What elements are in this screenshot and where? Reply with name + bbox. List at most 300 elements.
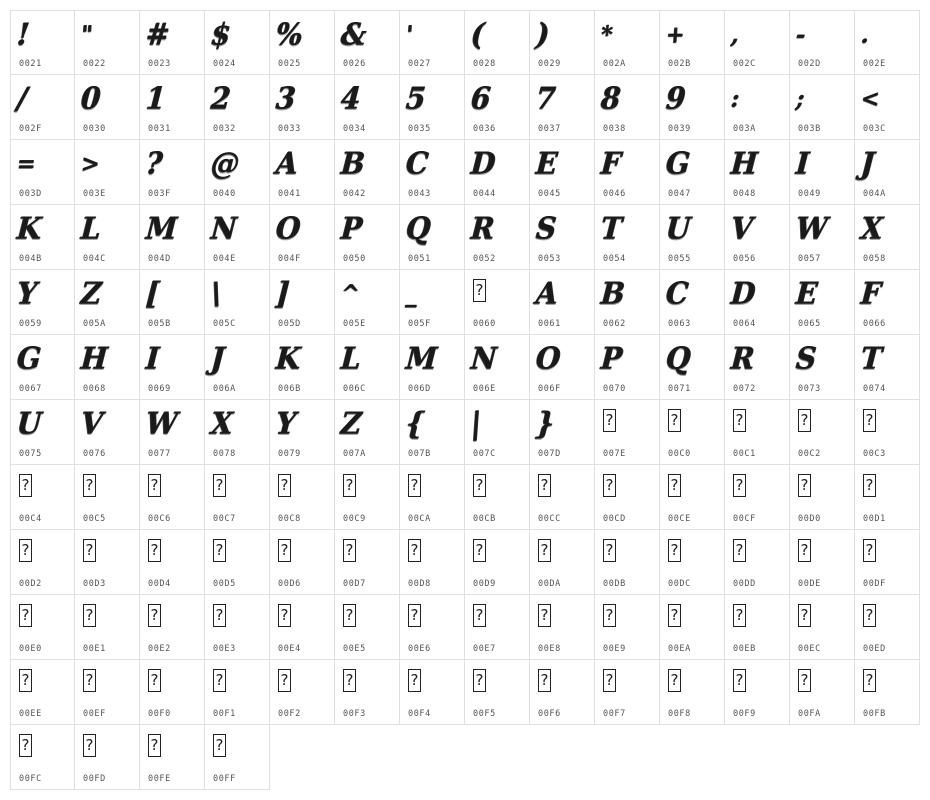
missing-glyph-icon [148,539,161,562]
glyph-cell[interactable] [400,400,465,465]
glyph-cell[interactable] [10,335,75,400]
glyph-cell[interactable] [270,400,335,465]
glyph-codepoint-label: 00F2 [278,709,301,719]
glyph-cell[interactable] [10,10,75,75]
glyph-cell[interactable] [465,595,530,660]
glyph-cell[interactable] [595,595,660,660]
glyph-codepoint-label: 00F6 [538,709,561,719]
missing-glyph-icon [213,539,226,562]
glyph-cell[interactable] [725,205,790,270]
glyph-cell[interactable] [465,335,530,400]
glyph-cell[interactable] [205,10,270,75]
glyph-cell[interactable] [270,660,335,725]
glyph-cell[interactable] [465,140,530,205]
glyph-codepoint-label: 0069 [148,384,171,394]
glyph-codepoint-label: 0052 [473,254,496,264]
glyph-cell[interactable] [660,75,725,140]
glyph-cell[interactable] [270,530,335,595]
glyph-cell[interactable] [725,400,790,465]
glyph-codepoint-label: 00E5 [343,644,366,654]
glyph-codepoint-label: 0036 [473,124,496,134]
glyph-cell[interactable] [75,595,140,660]
glyph-cell[interactable] [790,595,855,660]
glyph-codepoint-label: 00E3 [213,644,236,654]
glyph-cell[interactable] [595,10,660,75]
glyph-cell[interactable] [270,335,335,400]
missing-glyph-icon [343,604,356,627]
glyph-preview: ^ [340,279,361,309]
glyph-cell[interactable] [790,660,855,725]
glyph-cell[interactable] [75,660,140,725]
glyph-preview: I [794,145,811,182]
glyph-codepoint-label: 0035 [408,124,431,134]
glyph-cell[interactable] [465,660,530,725]
glyph-cell[interactable] [530,205,595,270]
glyph-preview: F [599,145,623,182]
missing-glyph-icon [148,474,161,497]
glyph-codepoint-label: 004B [19,254,42,264]
glyph-cell[interactable] [205,400,270,465]
glyph-cell[interactable] [790,335,855,400]
glyph-cell[interactable] [595,270,660,335]
glyph-cell[interactable] [725,530,790,595]
glyph-cell[interactable] [140,205,205,270]
glyph-cell[interactable] [335,205,400,270]
glyph-preview: P [599,340,624,377]
glyph-codepoint-label: 0032 [213,124,236,134]
glyph-cell[interactable] [530,335,595,400]
glyph-cell[interactable] [530,10,595,75]
glyph-cell[interactable] [10,140,75,205]
glyph-preview: } [534,405,556,442]
glyph-cell[interactable] [400,270,465,335]
glyph-codepoint-label: 0076 [83,449,106,459]
glyph-codepoint-label: 00D6 [278,579,301,589]
glyph-codepoint-label: 006F [538,384,561,394]
glyph-cell[interactable] [75,75,140,140]
glyph-cell[interactable] [335,75,400,140]
glyph-preview: N [209,210,238,247]
glyph-preview: E [794,275,819,312]
missing-glyph-icon [278,539,291,562]
missing-glyph-icon [668,409,681,432]
glyph-cell[interactable] [10,595,75,660]
glyph-codepoint-label: 004A [863,189,886,199]
glyph-codepoint-label: 00D0 [798,514,821,524]
glyph-cell[interactable] [10,725,75,790]
glyph-preview: ? [144,145,164,182]
glyph-codepoint-label: 007A [343,449,366,459]
glyph-cell[interactable] [205,140,270,205]
glyph-codepoint-label: 007D [538,449,561,459]
missing-glyph-icon [798,474,811,497]
glyph-cell[interactable] [725,10,790,75]
glyph-cell[interactable] [205,725,270,790]
glyph-codepoint-label: 0037 [538,124,561,134]
glyph-cell[interactable] [530,530,595,595]
glyph-codepoint-label: 0071 [668,384,691,394]
glyph-codepoint-label: 0029 [538,59,561,69]
glyph-preview: Z [339,405,363,442]
glyph-cell[interactable] [855,10,920,75]
missing-glyph-icon [83,734,96,757]
glyph-codepoint-label: 0060 [473,319,496,329]
glyph-cell[interactable] [465,10,530,75]
glyph-cell[interactable] [595,465,660,530]
glyph-cell[interactable] [790,75,855,140]
glyph-preview: : [730,84,741,114]
glyph-codepoint-label: 0044 [473,189,496,199]
glyph-preview: = [16,149,37,179]
glyph-codepoint-label: 00C3 [863,449,886,459]
glyph-codepoint-label: 00D2 [19,579,42,589]
glyph-cell[interactable] [530,465,595,530]
glyph-cell[interactable] [335,400,400,465]
glyph-preview: . [860,20,870,50]
glyph-codepoint-label: 0064 [733,319,756,329]
glyph-codepoint-label: 00C5 [83,514,106,524]
glyph-cell[interactable] [205,205,270,270]
glyph-cell[interactable] [75,270,140,335]
missing-glyph-icon [278,669,291,692]
glyph-preview: A [274,145,300,182]
glyph-cell[interactable] [595,400,660,465]
glyph-preview: G [15,340,43,377]
glyph-cell[interactable] [335,660,400,725]
glyph-cell[interactable] [335,335,400,400]
glyph-cell[interactable] [335,530,400,595]
glyph-codepoint-label: 00C9 [343,514,366,524]
glyph-cell[interactable] [335,10,400,75]
glyph-cell[interactable] [725,75,790,140]
glyph-cell[interactable] [140,530,205,595]
glyph-codepoint-label: 0031 [148,124,171,134]
glyph-codepoint-label: 003B [798,124,821,134]
glyph-preview: * [600,20,614,50]
glyph-cell[interactable] [140,10,205,75]
glyph-cell[interactable] [530,75,595,140]
glyph-preview: W [144,405,179,442]
glyph-cell[interactable] [75,465,140,530]
glyph-cell[interactable] [595,660,660,725]
glyph-cell[interactable] [205,530,270,595]
glyph-codepoint-label: 00D7 [343,579,366,589]
glyph-cell[interactable] [530,660,595,725]
glyph-cell[interactable] [660,205,725,270]
glyph-codepoint-label: 00DB [603,579,626,589]
glyph-cell[interactable] [270,10,335,75]
glyph-cell[interactable] [660,465,725,530]
glyph-codepoint-label: 005C [213,319,236,329]
glyph-cell[interactable] [10,75,75,140]
glyph-codepoint-label: 007B [408,449,431,459]
glyph-codepoint-label: 00DA [538,579,561,589]
glyph-codepoint-label: 00F4 [408,709,431,719]
glyph-preview: T [859,340,884,377]
glyph-preview: I [144,340,161,377]
glyph-cell[interactable] [400,465,465,530]
glyph-preview: , [730,20,740,50]
glyph-cell[interactable] [855,335,920,400]
glyph-cell[interactable] [205,335,270,400]
missing-glyph-icon [798,539,811,562]
glyph-preview: F [859,275,883,312]
glyph-cell[interactable] [465,270,530,335]
glyph-cell[interactable] [660,270,725,335]
glyph-cell[interactable] [595,75,660,140]
glyph-preview: M [404,340,439,377]
glyph-cell[interactable] [725,595,790,660]
glyph-codepoint-label: 0056 [733,254,756,264]
glyph-codepoint-label: 00DD [733,579,756,589]
glyph-cell[interactable] [465,530,530,595]
glyph-cell[interactable] [530,140,595,205]
glyph-cell[interactable] [10,530,75,595]
glyph-codepoint-label: 00C7 [213,514,236,524]
glyph-cell[interactable] [465,400,530,465]
glyph-cell[interactable] [790,400,855,465]
glyph-cell[interactable] [530,400,595,465]
glyph-cell[interactable] [140,270,205,335]
glyph-cell[interactable] [855,75,920,140]
glyph-cell[interactable] [140,400,205,465]
glyph-cell[interactable] [10,205,75,270]
glyph-codepoint-label: 005F [408,319,431,329]
glyph-cell[interactable] [270,205,335,270]
glyph-cell[interactable] [140,75,205,140]
glyph-preview: D [729,275,757,312]
glyph-codepoint-label: 005D [278,319,301,329]
glyph-codepoint-label: 0051 [408,254,431,264]
glyph-codepoint-label: 0048 [733,189,756,199]
glyph-cell[interactable] [465,465,530,530]
glyph-cell[interactable] [75,725,140,790]
glyph-cell[interactable] [465,205,530,270]
glyph-preview: 8 [599,80,622,117]
glyph-cell[interactable] [660,530,725,595]
glyph-codepoint-label: 00E9 [603,644,626,654]
glyph-cell[interactable] [10,660,75,725]
glyph-cell[interactable] [595,335,660,400]
glyph-preview: S [794,340,818,377]
glyph-preview: & [339,16,368,53]
glyph-cell[interactable] [400,75,465,140]
glyph-cell[interactable] [205,270,270,335]
glyph-codepoint-label: 0021 [19,59,42,69]
glyph-codepoint-label: 002B [668,59,691,69]
glyph-cell[interactable] [855,530,920,595]
missing-glyph-icon [798,669,811,692]
glyph-cell[interactable] [465,75,530,140]
glyph-preview: T [599,210,624,247]
glyph-cell[interactable] [855,140,920,205]
missing-glyph-icon [668,474,681,497]
glyph-cell[interactable] [140,595,205,660]
glyph-codepoint-label: 006E [473,384,496,394]
glyph-cell[interactable] [790,205,855,270]
glyph-cell[interactable] [725,660,790,725]
glyph-cell[interactable] [855,270,920,335]
glyph-preview: V [729,210,755,247]
glyph-cell[interactable] [270,75,335,140]
glyph-cell[interactable] [400,205,465,270]
missing-glyph-icon [603,539,616,562]
missing-glyph-icon [863,539,876,562]
glyph-codepoint-label: 004F [278,254,301,264]
glyph-cell[interactable] [10,465,75,530]
glyph-codepoint-label: 005E [343,319,366,329]
glyph-cell[interactable] [205,660,270,725]
glyph-codepoint-label: 0039 [668,124,691,134]
glyph-preview: ) [534,16,551,53]
glyph-cell[interactable] [75,530,140,595]
glyph-codepoint-label: 0025 [278,59,301,69]
glyph-cell[interactable] [595,530,660,595]
glyph-cell[interactable] [790,465,855,530]
glyph-codepoint-label: 0030 [83,124,106,134]
glyph-preview: A [534,275,560,312]
glyph-codepoint-label: 00C1 [733,449,756,459]
glyph-cell[interactable] [400,10,465,75]
glyph-preview: K [15,210,43,247]
glyph-preview: E [534,145,559,182]
glyph-codepoint-label: 006B [278,384,301,394]
glyph-codepoint-label: 0063 [668,319,691,329]
glyph-cell[interactable] [140,465,205,530]
glyph-cell[interactable] [335,140,400,205]
glyph-cell[interactable] [75,140,140,205]
missing-glyph-icon [733,409,746,432]
glyph-cell[interactable] [205,75,270,140]
glyph-cell[interactable] [660,140,725,205]
glyph-cell[interactable] [725,465,790,530]
glyph-cell[interactable] [140,725,205,790]
glyph-codepoint-label: 003F [148,189,171,199]
glyph-codepoint-label: 0070 [603,384,626,394]
missing-glyph-icon [278,474,291,497]
glyph-codepoint-label: 0043 [408,189,431,199]
glyph-cell[interactable] [270,270,335,335]
glyph-cell[interactable] [790,140,855,205]
glyph-codepoint-label: 00EC [798,644,821,654]
glyph-cell[interactable] [595,205,660,270]
glyph-codepoint-label: 007E [603,449,626,459]
missing-glyph-icon [863,409,876,432]
glyph-cell[interactable] [400,595,465,660]
glyph-codepoint-label: 0033 [278,124,301,134]
glyph-codepoint-label: 0072 [733,384,756,394]
glyph-codepoint-label: 0074 [863,384,886,394]
glyph-codepoint-label: 0038 [603,124,626,134]
glyph-cell[interactable] [75,400,140,465]
glyph-preview: B [599,275,626,312]
glyph-cell[interactable] [855,400,920,465]
glyph-preview: R [469,210,496,247]
glyph-cell[interactable] [75,10,140,75]
glyph-cell[interactable] [10,270,75,335]
glyph-cell[interactable] [75,335,140,400]
glyph-codepoint-label: 0050 [343,254,366,264]
glyph-cell[interactable] [725,335,790,400]
glyph-codepoint-label: 00CE [668,514,691,524]
glyph-codepoint-label: 00C4 [19,514,42,524]
glyph-preview: 5 [404,80,427,117]
glyph-cell[interactable] [660,335,725,400]
glyph-cell[interactable] [855,660,920,725]
glyph-cell[interactable] [140,140,205,205]
glyph-cell[interactable] [335,595,400,660]
glyph-cell[interactable] [205,595,270,660]
glyph-codepoint-label: 00EA [668,644,691,654]
glyph-preview: H [79,340,109,377]
glyph-codepoint-label: 00CC [538,514,561,524]
glyph-cell[interactable] [660,660,725,725]
glyph-preview: 3 [274,80,297,117]
glyph-cell[interactable] [855,465,920,530]
glyph-cell[interactable] [335,270,400,335]
glyph-cell[interactable] [725,270,790,335]
glyph-codepoint-label: 0027 [408,59,431,69]
glyph-codepoint-label: 00FC [19,774,42,784]
glyph-codepoint-label: 0067 [19,384,42,394]
missing-glyph-icon [538,539,551,562]
glyph-preview: G [664,145,692,182]
glyph-cell[interactable] [790,10,855,75]
missing-glyph-icon [538,474,551,497]
glyph-cell[interactable] [140,335,205,400]
glyph-cell[interactable] [270,140,335,205]
missing-glyph-icon [733,669,746,692]
missing-glyph-icon [798,604,811,627]
glyph-preview: $ [209,16,232,53]
missing-glyph-icon [603,409,616,432]
glyph-cell[interactable] [790,270,855,335]
glyph-cell[interactable] [10,400,75,465]
glyph-cell[interactable] [660,10,725,75]
missing-glyph-icon [408,539,421,562]
glyph-codepoint-label: 00E1 [83,644,106,654]
glyph-cell[interactable] [595,140,660,205]
glyph-cell[interactable] [530,270,595,335]
missing-glyph-icon [733,474,746,497]
glyph-cell[interactable] [530,595,595,660]
glyph-cell[interactable] [400,660,465,725]
glyph-codepoint-label: 00F1 [213,709,236,719]
missing-glyph-icon [19,604,32,627]
glyph-cell[interactable] [205,465,270,530]
glyph-cell[interactable] [725,140,790,205]
missing-glyph-icon [473,539,486,562]
glyph-cell[interactable] [400,530,465,595]
glyph-cell[interactable] [855,595,920,660]
glyph-codepoint-label: 003E [83,189,106,199]
glyph-cell[interactable] [400,140,465,205]
glyph-cell[interactable] [660,595,725,660]
glyph-cell[interactable] [75,205,140,270]
glyph-cell[interactable] [270,465,335,530]
glyph-codepoint-label: 003C [863,124,886,134]
glyph-cell[interactable] [270,595,335,660]
glyph-cell[interactable] [140,660,205,725]
glyph-cell[interactable] [790,530,855,595]
glyph-cell[interactable] [400,335,465,400]
missing-glyph-icon [473,604,486,627]
glyph-preview: Q [404,210,432,247]
glyph-cell[interactable] [335,465,400,530]
glyph-cell[interactable] [855,205,920,270]
glyph-cell[interactable] [660,400,725,465]
missing-glyph-icon [213,669,226,692]
